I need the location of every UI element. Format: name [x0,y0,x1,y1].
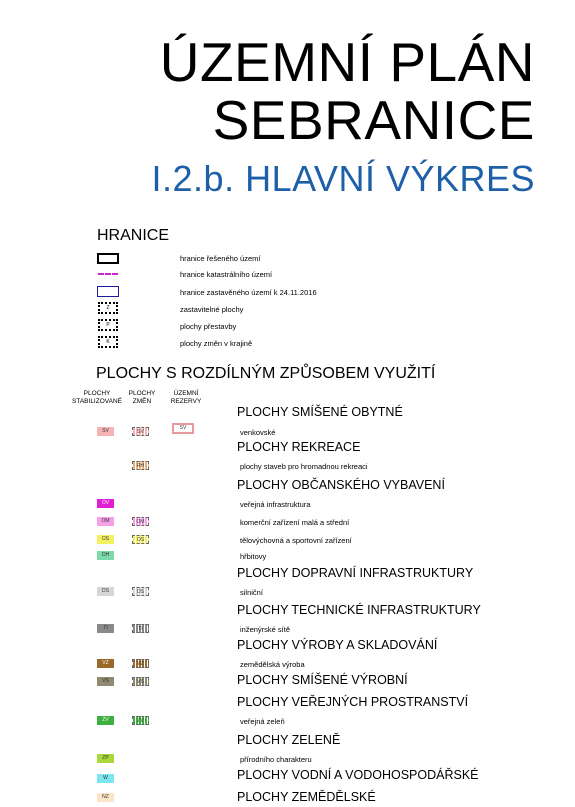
col-header-reserves [168,390,204,405]
col-header-line: REZERVY [170,397,202,405]
category-subitem: silniční [240,588,263,597]
hranice-heading: HRANICE [97,227,170,244]
code-k: K [106,339,110,345]
legend-item: hranice řešeného území [180,254,261,263]
code-p: P [106,322,110,328]
swatch-change: VZ [132,659,149,668]
category-heading: PLOCHY SMÍŠENÉ VÝROBNÍ [237,673,408,687]
legend-item: hranice zastavěného území k 24.11.2016 [180,288,317,297]
category-subitem: zemědělská výroba [240,660,305,669]
plan-title: ÚZEMNÍ PLÁN [159,31,535,93]
col-header-line: STABILIZOVANÉ [72,397,122,405]
category-subitem: přírodního charakteru [240,755,312,764]
category-subitem: plochy staveb pro hromadnou rekreaci [240,462,368,471]
swatch-stabilized: OH [97,551,114,560]
plan-subtitle: I.2.b. HLAVNÍ VÝKRES [151,158,535,199]
swatch-change: RH [132,461,149,470]
swatch-stabilized: NZ [97,793,114,802]
col-header-changes [126,390,158,405]
swatch-stabilized: OM [97,517,114,526]
category-heading: PLOCHY SMÍŠENÉ OBYTNÉ [237,405,403,419]
col-header-line: PLOCHY [83,390,111,397]
legend-item: hranice katastrálního území [180,270,273,279]
swatch-stabilized: VZ [97,659,114,668]
code-z: Z [106,305,110,311]
swatch-change: OM [132,517,149,526]
swatch-stabilized: OS [97,535,114,544]
category-heading: PLOCHY OBČANSKÉHO VYBAVENÍ [237,478,445,492]
col-header-stabilized [66,390,128,405]
category-subitem: veřejná zeleň [240,717,285,726]
col-header-line: PLOCHY [128,390,156,397]
category-heading: PLOCHY VEŘEJNÝCH PROSTRANSTVÍ [237,695,469,709]
category-heading: PLOCHY REKREACE [237,440,361,454]
swatch-stabilized: W [97,774,114,783]
dotted-square-icon [98,319,118,331]
swatch-stabilized: ZV [97,716,114,725]
category-subitem: tělovýchovná a sportovní zařízení [240,536,352,545]
plan-municipality: SEBRANICE [212,89,535,151]
swatch-stabilized: ZP [97,754,114,763]
category-heading: PLOCHY TECHNICKÉ INFRASTRUKTURY [237,603,481,617]
category-heading: PLOCHY ZELENĚ [237,733,341,747]
dotted-square-icon [98,302,118,314]
swatch-stabilized: VS [97,677,114,686]
category-subitem: venkovské [240,428,276,437]
category-heading: PLOCHY VODNÍ A VODOHOSPODÁŘSKÉ [237,768,479,782]
legend-item: zastavitelné plochy [180,305,244,314]
swatch-change: VS [132,677,149,686]
dotted-square-icon [98,336,118,348]
swatch-change: ZV [132,716,149,725]
swatch-change: DS [132,587,149,596]
swatch-change: OS [132,535,149,544]
dashed-boundary-icon [98,273,118,275]
blue-boundary-icon [97,286,119,297]
swatch-stabilized: DS [97,587,114,596]
thick-boundary-icon [97,253,119,264]
category-heading: PLOCHY ZEMĚDĚLSKÉ [237,790,376,804]
swatch-stabilized: TI [97,624,114,633]
col-header-line: ZMĚN [132,397,152,405]
category-subitem: komerční zařízení malá a střední [240,518,350,527]
swatch-change: TI [132,624,149,633]
swatch-stabilized: OV [97,499,114,508]
swatch-change: SV [132,427,149,436]
legend-item: plochy změn v krajině [180,339,253,348]
category-subitem: veřejná infrastruktura [240,500,311,509]
category-subitem: inženýrské sítě [240,625,291,634]
swatch-reserve: SV [172,423,194,434]
swatch-stabilized: SV [97,427,114,436]
category-heading: PLOCHY VÝROBY A SKLADOVÁNÍ [237,638,438,652]
col-header-line: ÚZEMNÍ [173,390,199,397]
category-heading: PLOCHY DOPRAVNÍ INFRASTRUKTURY [237,566,474,580]
plochy-heading: PLOCHY S ROZDÍLNÝM ZPŮSOBEM VYUŽITÍ [96,365,436,382]
legend-item: plochy přestavby [180,322,237,331]
category-subitem: hřbitovy [240,552,267,561]
